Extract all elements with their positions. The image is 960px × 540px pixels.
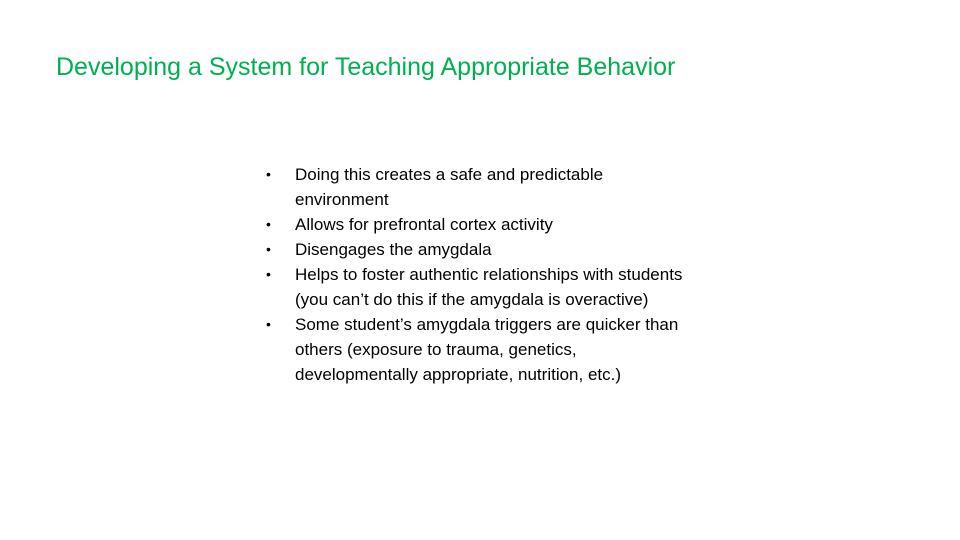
bullet-text: Allows for prefrontal cortex activity — [295, 215, 553, 234]
bullet-icon: • — [266, 166, 271, 182]
bullet-item — [266, 262, 696, 312]
bullet-icon: • — [266, 316, 271, 332]
bullet-icon: • — [266, 241, 271, 257]
bullet-item — [266, 162, 696, 212]
bullet-list — [266, 162, 696, 387]
slide-title: Developing a System for Teaching Appropriate Behavior — [56, 53, 676, 81]
bullet-text: Disengages the amygdala — [295, 240, 492, 259]
bullet-icon: • — [266, 266, 271, 282]
bullet-text: Some student’s amygdala triggers are quicker than others (exposure to trauma, genetics, developmentally appropriate, nutrition, etc.) — [295, 315, 679, 384]
bullet-item — [266, 312, 696, 387]
bullet-item — [266, 212, 696, 237]
bullet-text: Doing this creates a safe and predictable environment — [295, 165, 604, 209]
bullet-item — [266, 237, 696, 262]
bullet-icon: • — [266, 216, 271, 232]
bullet-text: Helps to foster authentic relationships with students (you can’t do this if the amygdala is overactive) — [295, 265, 683, 309]
